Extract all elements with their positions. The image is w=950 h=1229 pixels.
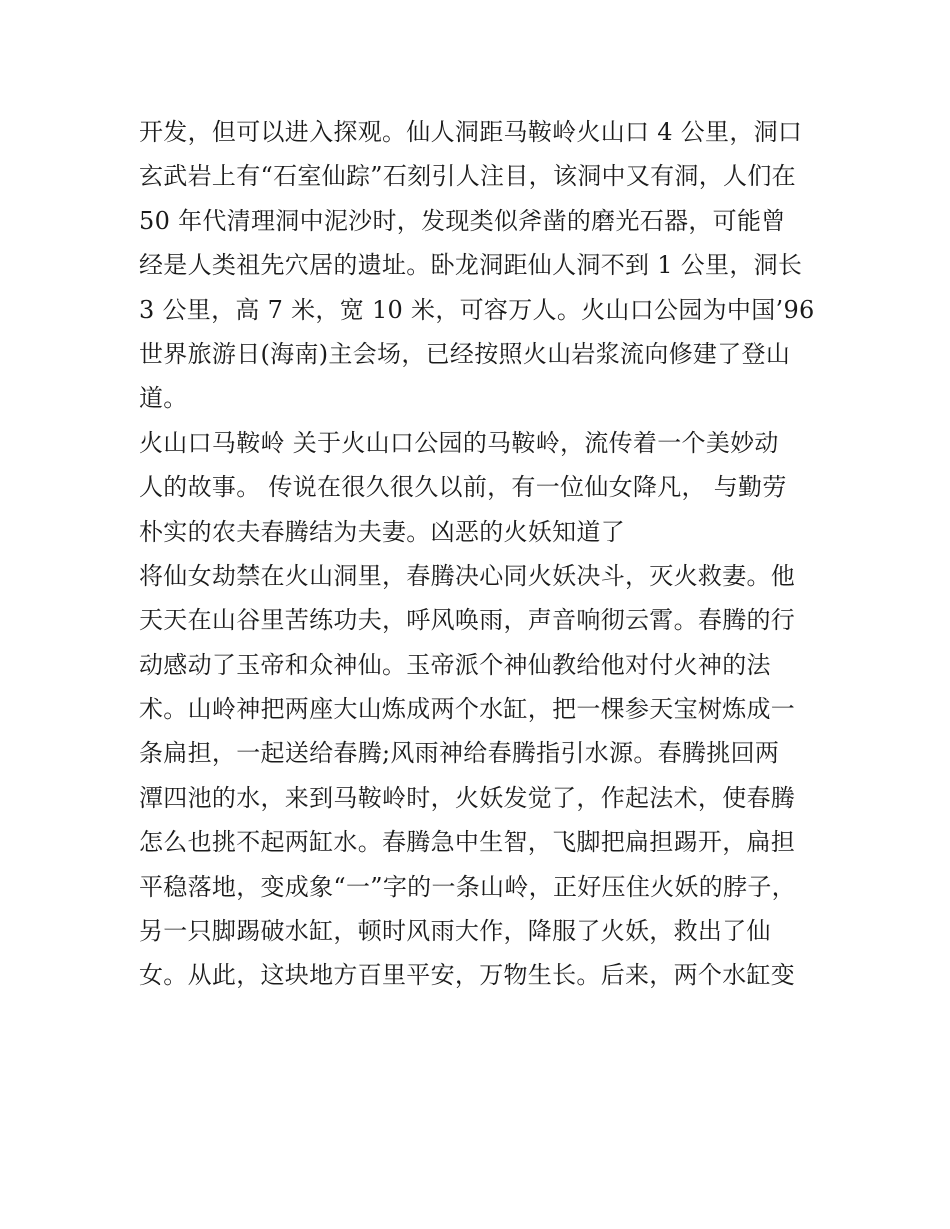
text-line: 将仙女劫禁在火山洞里，春腾决心同火妖决斗，灭火救妻。他 xyxy=(139,561,796,590)
text-line: 术。山岭神把两座大山炼成两个水缸，把一棵参天宝树炼成一 xyxy=(139,695,796,724)
text-line: 条扁担，一起送给春腾;风雨神给春腾指引水源。春腾挑回两 xyxy=(139,739,780,768)
text-line: 动感动了玉帝和众神仙。玉帝派个神仙教给他对付火神的法 xyxy=(139,650,771,679)
text-line: 平稳落地，变成象“一”字的一条山岭，正好压住火妖的脖子， xyxy=(139,872,796,901)
text-line: 世界旅游日(海南)主会场，已经按照火山岩浆流向修建了登山 xyxy=(139,339,791,368)
text-line: 3 公里，高 7 米，宽 10 米，可容万人。火山口公园为中国’96 xyxy=(139,295,815,324)
text-line: 朴实的农夫春腾结为夫妻。凶恶的火妖知道了 xyxy=(139,517,625,546)
text-line: 怎么也挑不起两缸水。春腾急中生智，飞脚把扁担踢开，扁担 xyxy=(139,828,796,857)
text-line: 潭四池的水，来到马鞍岭时，火妖发觉了，作起法术，使春腾 xyxy=(139,783,796,812)
text-line: 开发，但可以进入探观。仙人洞距马鞍岭火山口 4 公里，洞口 xyxy=(139,118,803,146)
text-line: 天天在山谷里苦练功夫，呼风唤雨，声音响彻云霄。春腾的行 xyxy=(139,606,796,635)
text-line: 人的故事。 传说在很久很久以前，有一位仙女降凡， 与勤劳 xyxy=(139,473,787,502)
text-line: 50 年代清理洞中泥沙时，发现类似斧凿的磨光石器，可能曾 xyxy=(139,206,786,235)
text-line: 道。 xyxy=(139,384,188,413)
text-line: 女。从此，这块地方百里平安，万物生长。后来，两个水缸变 xyxy=(139,961,796,990)
text-line: 火山口马鞍岭 关于火山口公园的马鞍岭，流传着一个美妙动 xyxy=(139,428,779,457)
text-line: 玄武岩上有“石室仙踪”石刻引人注目，该洞中又有洞，人们在 xyxy=(139,162,796,191)
text-line: 另一只脚踢破水缸，顿时风雨大作，降服了火妖，救出了仙 xyxy=(139,917,771,946)
text-line: 经是人类祖先穴居的遗址。卧龙洞距仙人洞不到 1 公里，洞长 xyxy=(139,251,803,280)
body-text xyxy=(139,110,819,998)
